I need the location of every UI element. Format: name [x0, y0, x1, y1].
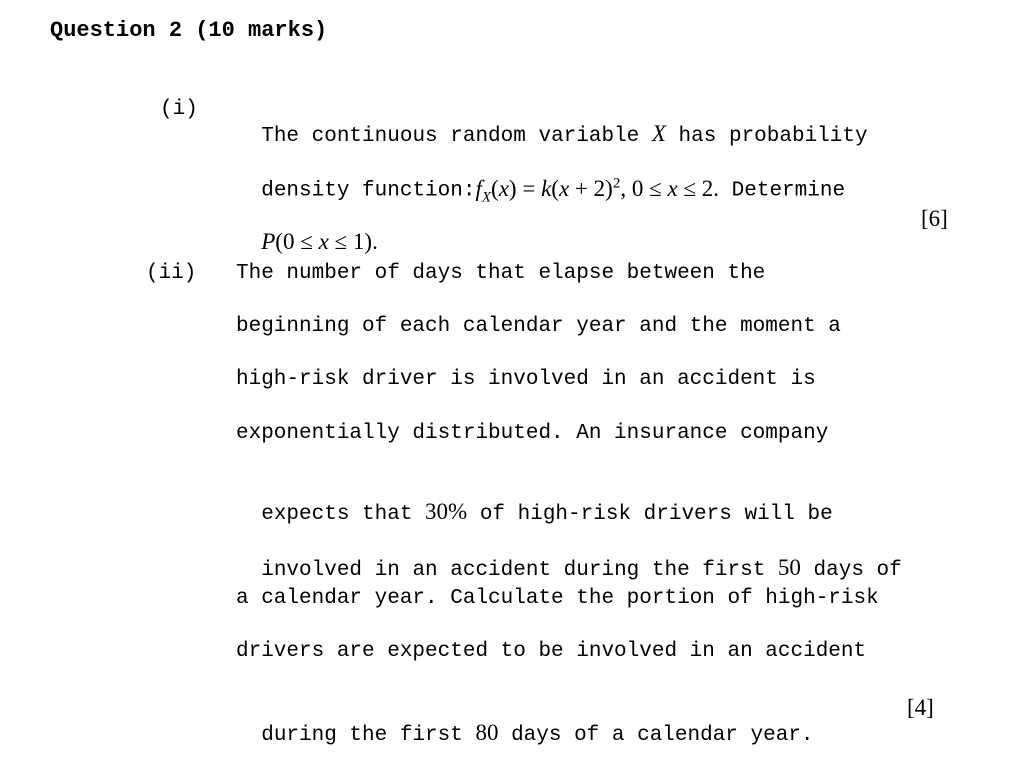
part-ii-line-6: involved in an accident during the first 50 days of: [261, 555, 902, 582]
variable-x: X: [651, 121, 666, 146]
part-ii-line-5: expects that 30% of high-risk drivers will be: [261, 499, 833, 526]
part-i-line-2: [236, 152, 845, 206]
part-ii-line-3: high-risk driver is involved in an accident is: [236, 368, 816, 391]
days-value: 80: [475, 720, 499, 745]
part-ii-line-2: beginning of each calendar year and the moment a: [236, 315, 841, 338]
part-i-text: has probability: [665, 125, 868, 148]
part-ii-line-7: a calendar year. Calculate the portion of high-risk: [236, 587, 879, 610]
part-i-line-1: [236, 98, 868, 148]
part-i-label: (i): [160, 98, 198, 121]
part-ii-label: (ii): [146, 262, 197, 285]
part-i-text: Determine: [719, 179, 846, 203]
days-value: 50: [777, 555, 801, 580]
part-i-text: density function:: [261, 179, 476, 203]
part-ii-line-4: exponentially distributed. An insurance company: [236, 422, 829, 445]
part-ii-line-8: drivers are expected to be involved in an accident: [236, 640, 867, 663]
part-ii-line-9: during the first 80 days of a calendar year.: [261, 720, 814, 747]
part-ii-marks: [4]: [907, 695, 934, 720]
probability-expression: P(0 ≤ x ≤ 1).: [261, 229, 378, 254]
pdf-formula: $f_X(x) = k(x + 2)^2$, 0 ≤ x ≤ 2.: [475, 175, 720, 206]
part-i-text: The continuous random variable: [261, 125, 652, 148]
question-title: Question 2 (10 marks): [50, 18, 328, 43]
percent-value: 30%: [425, 499, 468, 524]
part-ii-line-1: The number of days that elapse between the: [236, 262, 766, 285]
part-i-marks: [6]: [921, 206, 948, 231]
part-i-line-3: [236, 206, 378, 256]
